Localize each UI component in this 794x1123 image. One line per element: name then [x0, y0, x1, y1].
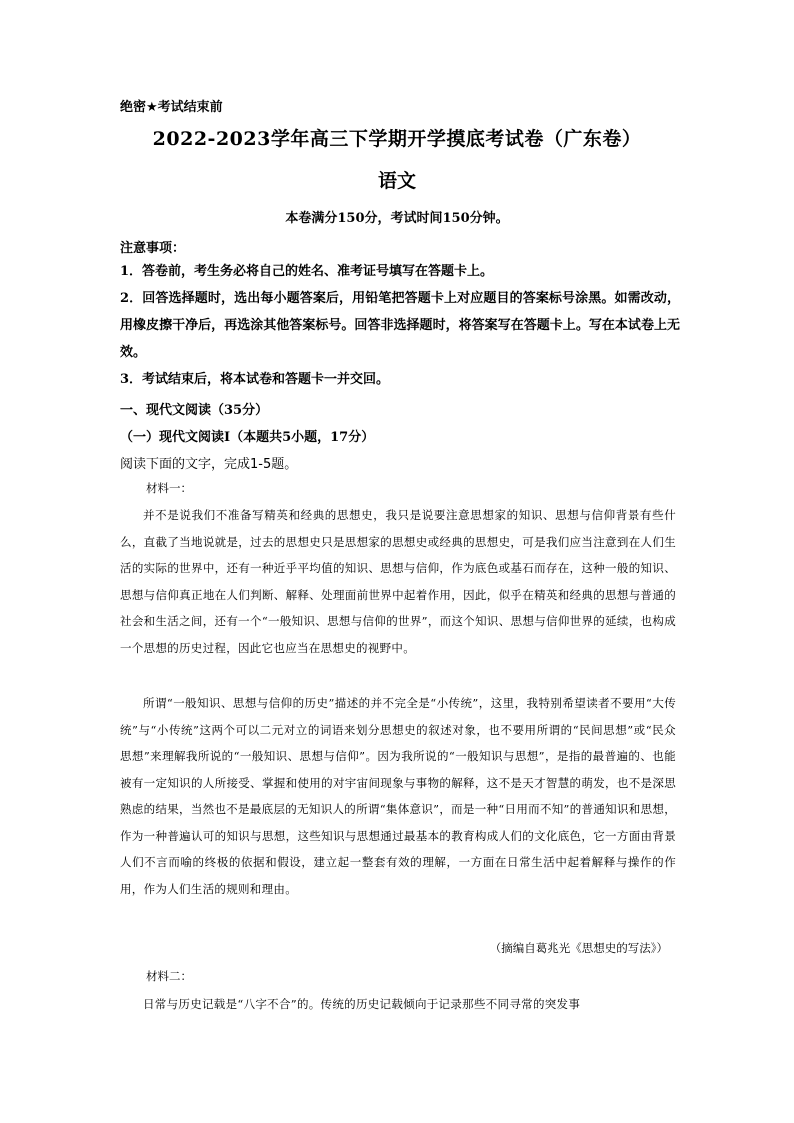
confidential-mark: 绝密★考试结束前: [120, 100, 223, 115]
exam-title: 2022-2023学年高三下学期开学摸底考试卷（广东卷）: [152, 128, 642, 150]
section-subtitle: （一）现代文阅读Ⅰ（本题共5小题，17分）: [120, 430, 375, 445]
notes-heading: 注意事项：: [120, 241, 186, 256]
note-item-1: 1．答卷前，考生务必将自己的姓名、准考证号填写在答题卡上。: [120, 264, 494, 279]
material-2-label: 材料二：: [146, 969, 192, 983]
material-1-paragraph-2: 所谓“一般知识、思想与信仰的历史”描述的并不完全是“小传统”，这里，我特别希望读者不要用“大传统”与“小传统”这两个可以二元对立的词语来划分思想史的叙述对象，也不要用所谓的“民间思想”或“民众思想”来理解我所说的“一般知识、思想与信仰”。因为我所说的“一般知识与思想”，是指的最普遍的、也能被有一定知识的人所接受、掌握和使用的对宇宙间现象与事物的解释，这不是天才智慧的萌发，也不是深思熟虑的结果，当然也不是最底层的无知识人的所谓“集体意识”，而是一种“日用而不知”的普通知识和思想，作为一种普遍认可的知识与思想，这些知识与思想通过最基本的教育构成人们的文化底色，它一方面由背景人们不言而喻的终极的依据和假设，建立起一整套有效的理解，一方面在日常生活中起着解释与操作的作用，作为人们生活的规则和理由。: [120, 696, 676, 896]
material-1-label: 材料一：: [146, 481, 192, 495]
section-title: 一、现代文阅读（35分）: [120, 403, 269, 418]
note-item-3: 3．考试结束后，将本试卷和答题卡一并交回。: [120, 372, 390, 387]
score-info: 本卷满分150分，考试时间150分钟。: [285, 211, 509, 226]
reading-instruction: 阅读下面的文字，完成1-5题。: [120, 457, 298, 472]
material-1-paragraph-1: 并不是说我们不准备写精英和经典的思想史，我只是说要注意思想家的知识、思想与信仰背景有些什么，直截了当地说就是，过去的思想史只是思想家的思想史或经典的思想史，可是我们应当注意到在人们生活的实际的世界中，还有一种近乎平均值的知识、思想与信仰，作为底色或基石而存在，这种一般的知识、思想与信仰真正地在人们判断、解释、处理面前世界中起着作用，因此，似乎在精英和经典的思想与普通的社会和生活之间，还有一个“一般知识、思想与信仰的世界”，而这个知识、思想与信仰世界的延续，也构成一个思想的历史过程，因此它也应当在思想史的视野中。: [120, 508, 676, 655]
subject-title: 语文: [377, 170, 416, 192]
note-item-2: 2．回答选择题时，选出每小题答案后，用铅笔把答题卡上对应题目的答案标号涂黑。如需改动，用橡皮擦干净后，再选涂其他答案标号。回答非选择题时，将答案写在答题卡上。写在本试卷上无效。: [120, 291, 680, 360]
material-2-paragraph-1: 日常与历史记载是“八字不合”的。传统的历史记载倾向于记录那些不同寻常的突发事: [143, 997, 581, 1011]
material-1-citation: （摘编自葛兆光《思想史的写法》）: [489, 941, 668, 955]
